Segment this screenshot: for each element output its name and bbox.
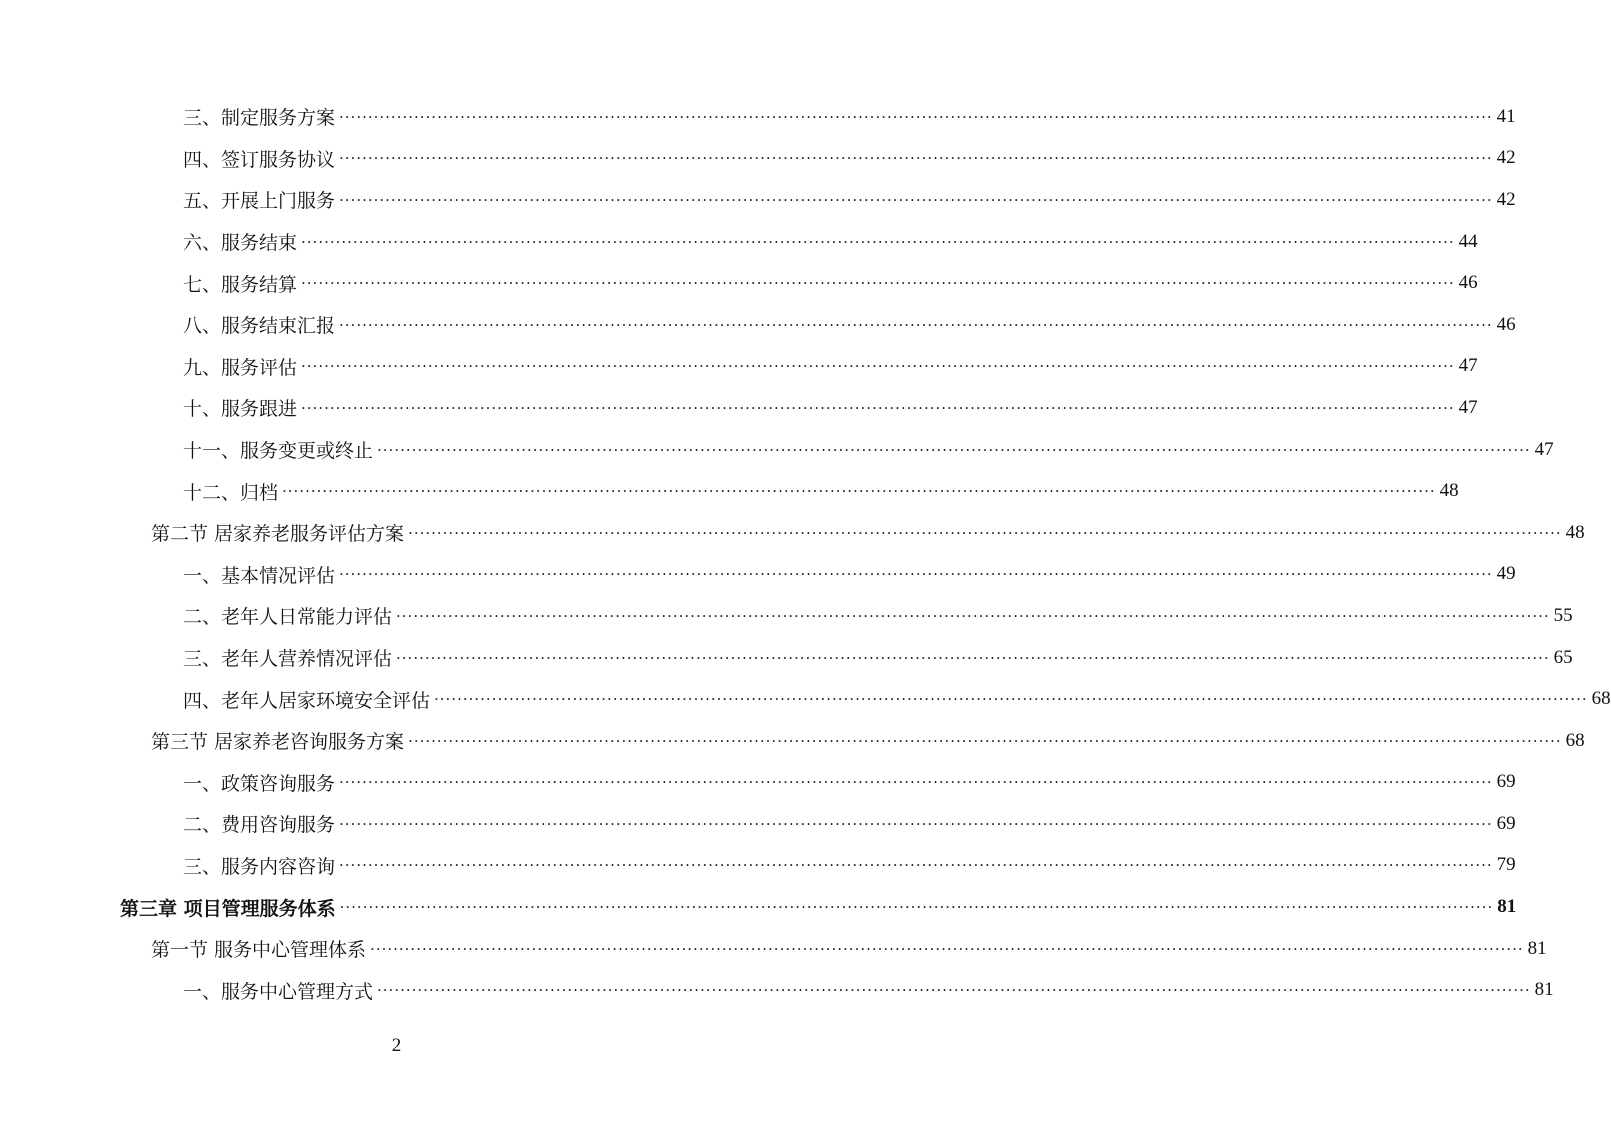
- toc-entry-title: 三、老年人营养情况评估: [183, 648, 393, 671]
- toc-entry-title: 三、服务内容咨询: [183, 855, 336, 878]
- toc-entry[interactable]: [0, 346, 1478, 388]
- toc-entry-page: 69: [1496, 812, 1516, 834]
- dot-leader: ········································································································································································································: [301, 232, 1455, 251]
- toc-entry-page: 69: [1496, 771, 1516, 793]
- toc-entry[interactable]: [0, 179, 1516, 221]
- toc-entry-title: 九、服务评估: [183, 356, 298, 379]
- toc-entry-page: 42: [1496, 188, 1516, 210]
- toc-entry-title: 第三节 居家养老咨询服务方案: [151, 731, 405, 754]
- dot-leader: ········································································································································································································: [408, 523, 1562, 542]
- toc-entry-page: 47: [1458, 396, 1478, 418]
- toc-entry-page: 48: [1439, 480, 1459, 502]
- table-of-contents: [0, 96, 1611, 1011]
- toc-entry-title: 二、费用咨询服务: [183, 814, 336, 837]
- dot-leader: ········································································································································································································: [282, 482, 1436, 501]
- toc-entry[interactable]: [0, 969, 1554, 1011]
- toc-entry-title: 十一、服务变更或终止: [183, 440, 374, 463]
- toc-entry-page: 55: [1553, 604, 1573, 626]
- dot-leader: ········································································································································································································: [377, 981, 1531, 1000]
- toc-entry[interactable]: [0, 138, 1516, 180]
- toc-entry-title: 三、制定服务方案: [183, 107, 336, 130]
- toc-entry[interactable]: [0, 470, 1459, 512]
- toc-entry-title: 八、服务结束汇报: [183, 315, 336, 338]
- toc-entry-page: 41: [1496, 105, 1516, 127]
- toc-entry[interactable]: [0, 429, 1554, 471]
- toc-entry-title: 四、签订服务协议: [183, 148, 336, 171]
- dot-leader: ········································································································································································································: [396, 648, 1550, 667]
- toc-entry[interactable]: [0, 304, 1516, 346]
- toc-entry-title: 第三章 项目管理服务体系: [120, 897, 336, 920]
- dot-leader: ········································································································································································································: [408, 731, 1562, 750]
- toc-entry-title: 二、老年人日常能力评估: [183, 606, 393, 629]
- dot-leader: ········································································································································································································: [339, 856, 1493, 875]
- toc-entry[interactable]: [0, 512, 1585, 554]
- toc-entry-title: 一、政策咨询服务: [183, 772, 336, 795]
- toc-entry-title: 一、基本情况评估: [183, 564, 336, 587]
- toc-entry-page: 81: [1497, 896, 1517, 918]
- toc-entry-title: 一、服务中心管理方式: [183, 980, 374, 1003]
- toc-entry[interactable]: [0, 221, 1478, 263]
- dot-leader: ········································································································································································································: [339, 149, 1493, 168]
- toc-entry[interactable]: [0, 720, 1585, 762]
- dot-leader: ········································································································································································································: [339, 107, 1493, 126]
- toc-entry-page: 46: [1496, 313, 1516, 335]
- toc-entry-page: 47: [1534, 438, 1554, 460]
- toc-entry-page: 79: [1496, 854, 1516, 876]
- toc-entry[interactable]: [0, 845, 1516, 887]
- dot-leader: ········································································································································································································: [301, 357, 1455, 376]
- toc-entry-title: 十、服务跟进: [183, 398, 298, 421]
- toc-entry-title: 五、开展上门服务: [183, 190, 336, 213]
- toc-entry-title: 六、服务结束: [183, 232, 298, 255]
- dot-leader: ········································································································································································································: [301, 398, 1455, 417]
- toc-entry[interactable]: [0, 637, 1573, 679]
- toc-entry-title: 第一节 服务中心管理体系: [151, 939, 367, 962]
- toc-entry[interactable]: [0, 762, 1516, 804]
- toc-entry[interactable]: [0, 803, 1516, 845]
- dot-leader: ········································································································································································································: [339, 565, 1493, 584]
- toc-entry-page: 81: [1534, 979, 1554, 1001]
- dot-leader: ········································································································································································································: [434, 690, 1588, 709]
- dot-leader: ········································································································································································································: [301, 274, 1455, 293]
- dot-leader: ········································································································································································································: [396, 606, 1550, 625]
- toc-entry[interactable]: [0, 96, 1516, 138]
- dot-leader: ········································································································································································································: [339, 814, 1493, 833]
- toc-entry-title: 四、老年人居家环境安全评估: [183, 689, 431, 712]
- dot-leader: ········································································································································································································: [370, 939, 1524, 958]
- toc-entry[interactable]: [0, 595, 1573, 637]
- toc-entry[interactable]: [0, 886, 1517, 928]
- toc-entry-page: 65: [1553, 646, 1573, 668]
- dot-leader: ········································································································································································································: [339, 898, 1494, 917]
- toc-entry-title: 七、服务结算: [183, 273, 298, 296]
- toc-entry-title: 十二、归档: [183, 481, 279, 504]
- toc-entry-page: 42: [1496, 147, 1516, 169]
- toc-entry[interactable]: [0, 678, 1611, 720]
- toc-entry-page: 48: [1565, 521, 1585, 543]
- page-number: 2: [391, 1035, 402, 1056]
- dot-leader: ········································································································································································································: [339, 315, 1493, 334]
- toc-entry-page: 68: [1565, 729, 1585, 751]
- toc-entry[interactable]: [0, 262, 1478, 304]
- toc-entry-page: 81: [1527, 937, 1547, 959]
- dot-leader: ········································································································································································································: [339, 190, 1493, 209]
- toc-entry-page: 46: [1458, 272, 1478, 294]
- toc-entry[interactable]: [0, 387, 1478, 429]
- toc-entry-title: 第二节 居家养老服务评估方案: [151, 523, 405, 546]
- toc-entry-page: 47: [1458, 355, 1478, 377]
- dot-leader: ········································································································································································································: [339, 773, 1493, 792]
- dot-leader: ········································································································································································································: [377, 440, 1531, 459]
- toc-entry-page: 49: [1496, 563, 1516, 585]
- toc-entry-page: 44: [1458, 230, 1478, 252]
- toc-entry-page: 68: [1591, 688, 1611, 710]
- toc-entry[interactable]: [0, 554, 1516, 596]
- toc-entry[interactable]: [0, 928, 1547, 970]
